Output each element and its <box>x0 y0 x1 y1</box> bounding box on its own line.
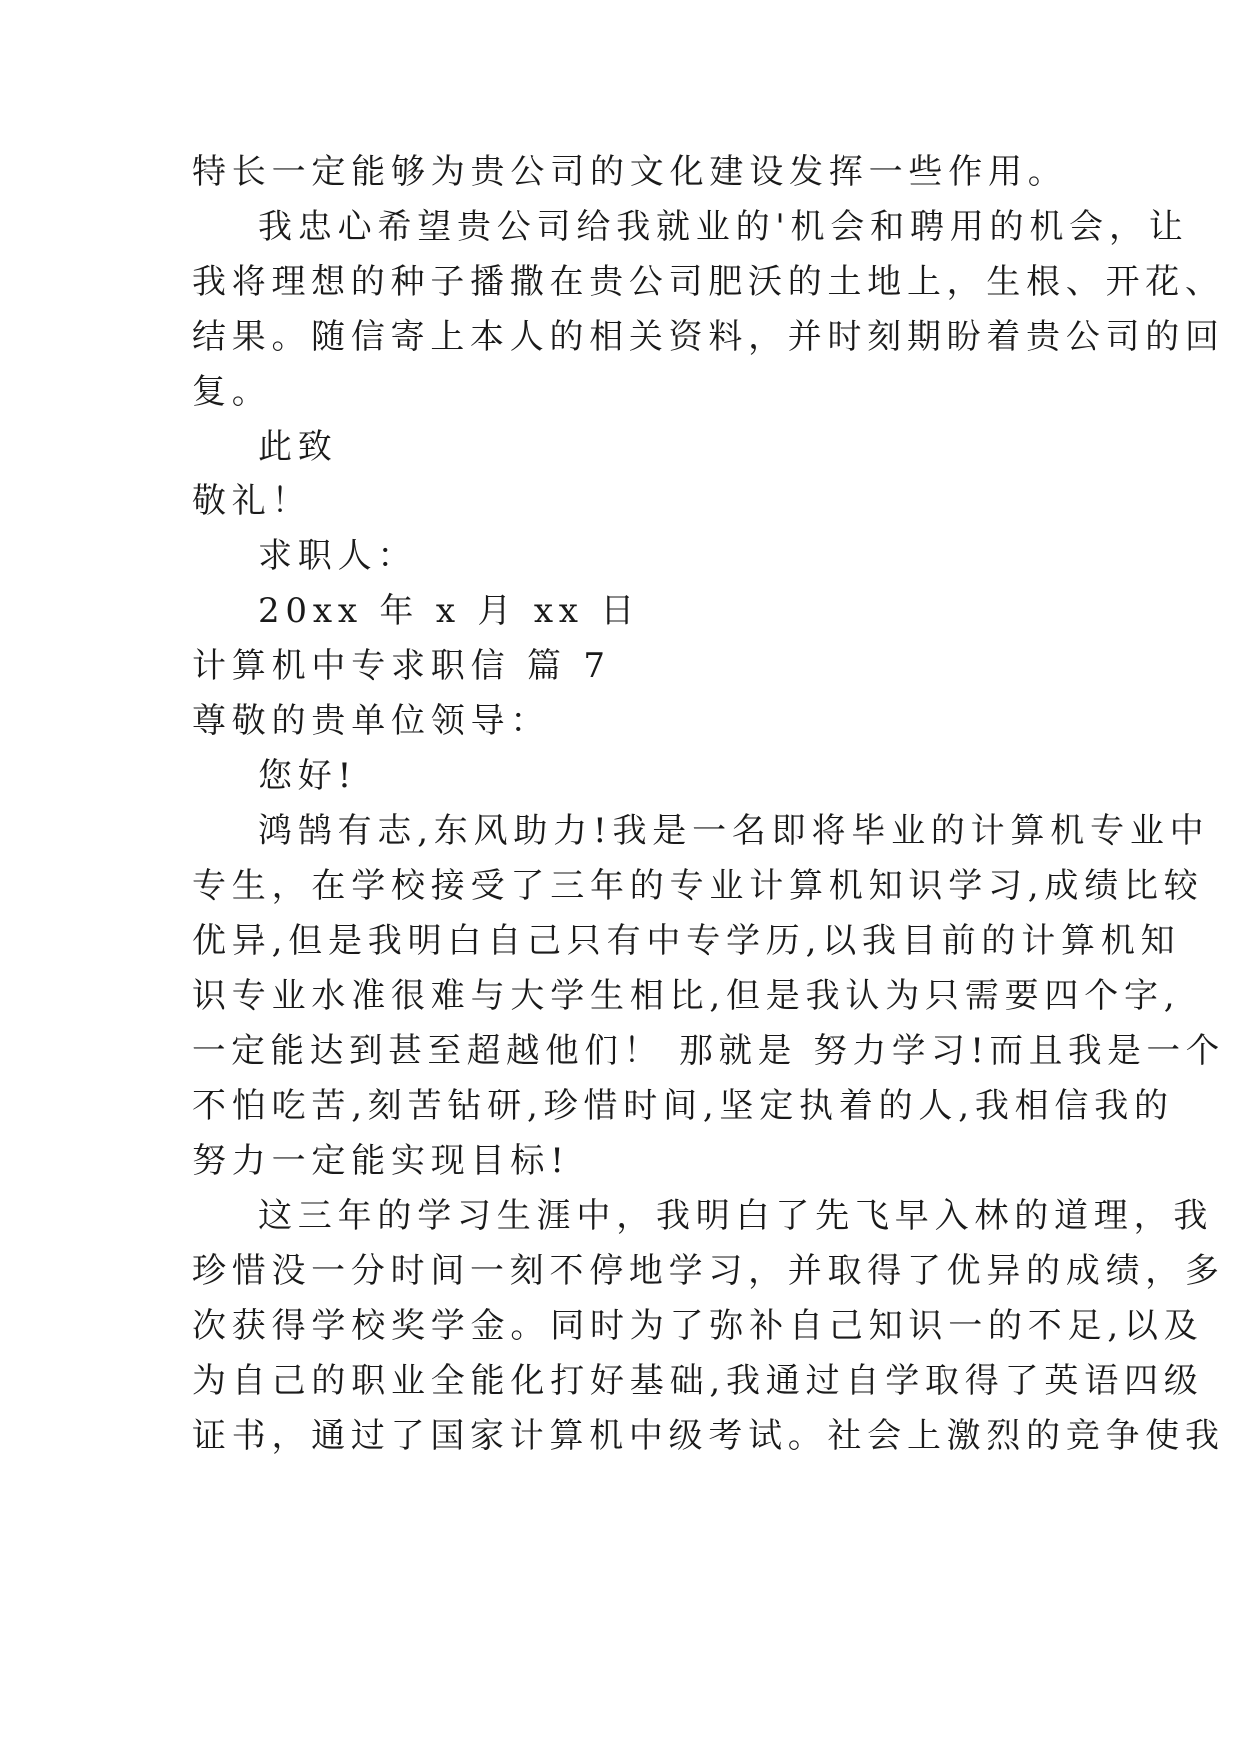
text-line: 识专业水准很难与大学生相比,但是我认为只需要四个字, <box>192 976 1181 1016</box>
section-title: 计算机中专求职信 篇 7 <box>192 646 611 686</box>
text-line: 我忠心希望贵公司给我就业的'机会和聘用的机会，让 <box>258 207 1189 247</box>
text-line: 为自己的职业全能化打好基础,我通过自学取得了英语四级 <box>192 1361 1204 1401</box>
date-line: 20xx 年 x 月 xx 日 <box>258 591 641 631</box>
text-line: 次获得学校奖学金。同时为了弥补自己知识一的不足,以及 <box>192 1306 1204 1346</box>
text-line: 我将理想的种子播撒在贵公司肥沃的土地上，生根、开花、 <box>192 262 1225 302</box>
salutation-closing: 此致 <box>258 427 338 467</box>
text-line: 这三年的学习生涯中，我明白了先飞早入林的道理，我 <box>258 1196 1214 1236</box>
applicant-label: 求职人： <box>258 536 418 576</box>
salutation-regards: 敬礼！ <box>192 481 312 521</box>
recipient-line: 尊敬的贵单位领导： <box>192 701 551 741</box>
text-line: 鸿鹄有志,东风助力!我是一名即将毕业的计算机专业中 <box>258 811 1210 851</box>
text-line: 努力一定能实现目标! <box>192 1141 570 1181</box>
text-line: 证书，通过了国家计算机中级考试。社会上激烈的竞争使我 <box>192 1416 1225 1456</box>
text-line: 一定能达到甚至超越他们！ 那就是 努力学习!而且我是一个 <box>192 1031 1226 1071</box>
text-line: 不怕吃苦,刻苦钻研,珍惜时间,坚定执着的人,我相信我的 <box>192 1086 1174 1126</box>
text-line: 珍惜没一分时间一刻不停地学习，并取得了优异的成绩，多 <box>192 1251 1225 1291</box>
text-line: 特长一定能够为贵公司的文化建设发挥一些作用。 <box>192 152 1068 192</box>
text-line: 复。 <box>192 372 272 412</box>
text-line: 优异,但是我明白自己只有中专学历,以我目前的计算机知 <box>192 921 1181 961</box>
greeting-line: 您好! <box>258 756 358 796</box>
text-line: 结果。随信寄上本人的相关资料，并时刻期盼着贵公司的回 <box>192 317 1225 357</box>
text-line: 专生，在学校接受了三年的专业计算机知识学习,成绩比较 <box>192 866 1204 906</box>
